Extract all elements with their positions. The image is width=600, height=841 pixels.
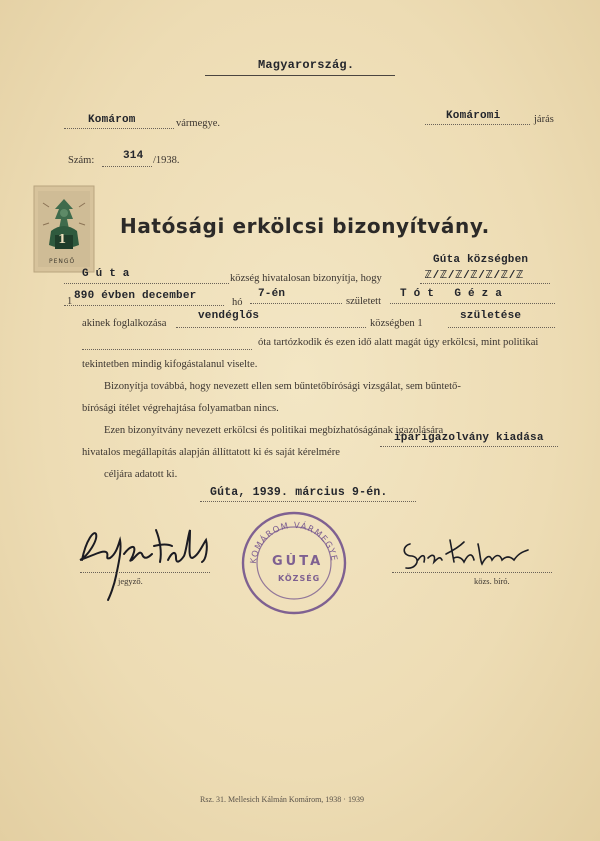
birth-year-dotline bbox=[64, 305, 224, 306]
birth-year-prefix: 1 bbox=[67, 296, 73, 307]
revenue-stamp-value: 1 bbox=[58, 232, 67, 246]
document-title: Hatósági erkölcsi bizonyítvány. bbox=[120, 214, 490, 238]
day-dotline bbox=[250, 303, 342, 304]
county-dotline bbox=[64, 128, 174, 129]
municipality-value: G ú t a bbox=[82, 268, 130, 280]
occupation-dotline bbox=[176, 327, 366, 328]
notary-signature bbox=[72, 510, 232, 605]
municipality-dotline bbox=[64, 283, 229, 284]
printer-footer: Rsz. 31. Mellesich Kálmán Komárom, 1938 · 1939 bbox=[200, 795, 364, 804]
name-value: T ó t G é z a bbox=[400, 288, 503, 300]
country-heading: Magyarország. bbox=[258, 58, 355, 72]
revenue-stamp bbox=[33, 185, 95, 273]
municipality-label: község hivatalosan bizonyítja, hogy bbox=[230, 273, 382, 284]
body-line-4: bírósági ítélet végrehajtása folyamatban nincs. bbox=[82, 403, 279, 414]
body-line-5: Ezen bizonyítvány nevezett erkölcsi és politikai megbízhatóságának igazolására bbox=[104, 425, 444, 436]
day-value: 7-én bbox=[258, 288, 286, 300]
official-seal bbox=[240, 510, 348, 616]
country-underline bbox=[205, 75, 395, 76]
purpose-value: iparigazolvány kiadása bbox=[394, 432, 544, 444]
seal-ring-text: KOMÁROM VÁRMEGYE bbox=[248, 520, 339, 565]
month-label: hó bbox=[232, 297, 243, 308]
body-line-6: hivatalos megállapítás alapján állíttatott ki és saját kérelmére bbox=[82, 447, 340, 458]
body-line-1: óta tartózkodik és ezen idő alatt magát úgy erkölcsi, mint politikai bbox=[258, 337, 539, 348]
number-dotline bbox=[102, 166, 152, 167]
county-value: Komárom bbox=[88, 114, 136, 126]
body-line-7: céljára adatott ki. bbox=[104, 469, 178, 480]
birth-year-value: 890 évben december bbox=[74, 290, 197, 302]
number-label: Szám: bbox=[68, 155, 95, 166]
name-dotline bbox=[390, 303, 555, 304]
residence-dotline bbox=[448, 327, 555, 328]
birthplace-value: Gúta községben bbox=[433, 254, 529, 266]
notary-label: jegyző. bbox=[118, 576, 143, 586]
occupation-label: akinek foglalkozása bbox=[82, 318, 167, 329]
body-line-3: Bizonyítja továbbá, hogy nevezett ellen sem bűntetőbírósági vizsgálat, sem bűntető- bbox=[104, 381, 461, 392]
born-label: született bbox=[346, 296, 381, 307]
county-label: vármegye. bbox=[176, 118, 221, 129]
seal-center-text: GÚTA bbox=[272, 554, 324, 569]
notary-dotline bbox=[80, 572, 210, 573]
line1-dotline bbox=[82, 349, 252, 350]
mayor-dotline bbox=[392, 572, 552, 573]
issue-date: Gúta, 1939. március 9-én. bbox=[210, 486, 388, 499]
district-dotline bbox=[425, 124, 530, 125]
birthplace-dotline bbox=[420, 283, 550, 284]
body-line-2: tekintetben mindig kifogástalanul viselte. bbox=[82, 359, 258, 370]
revenue-stamp-currency: PENGŐ bbox=[49, 258, 76, 265]
district-value: Komáromi bbox=[446, 110, 501, 122]
number-value: 314 bbox=[123, 150, 144, 162]
mayor-label: közs. bíró. bbox=[474, 576, 510, 586]
birthplace-crossout: ℤ/ℤ/ℤ/ℤ/ℤ/ℤ/ℤ bbox=[425, 270, 524, 282]
residence-label: községben 1 bbox=[370, 318, 423, 329]
purpose-dotline bbox=[380, 446, 558, 447]
seal-bottom-text: KÖZSÉG bbox=[278, 574, 321, 583]
district-label: járás bbox=[534, 114, 554, 125]
date-dotline bbox=[200, 501, 416, 502]
occupation-value: vendéglős bbox=[198, 310, 260, 322]
residence-value: születése bbox=[460, 310, 522, 322]
number-year: /1938. bbox=[153, 155, 180, 166]
